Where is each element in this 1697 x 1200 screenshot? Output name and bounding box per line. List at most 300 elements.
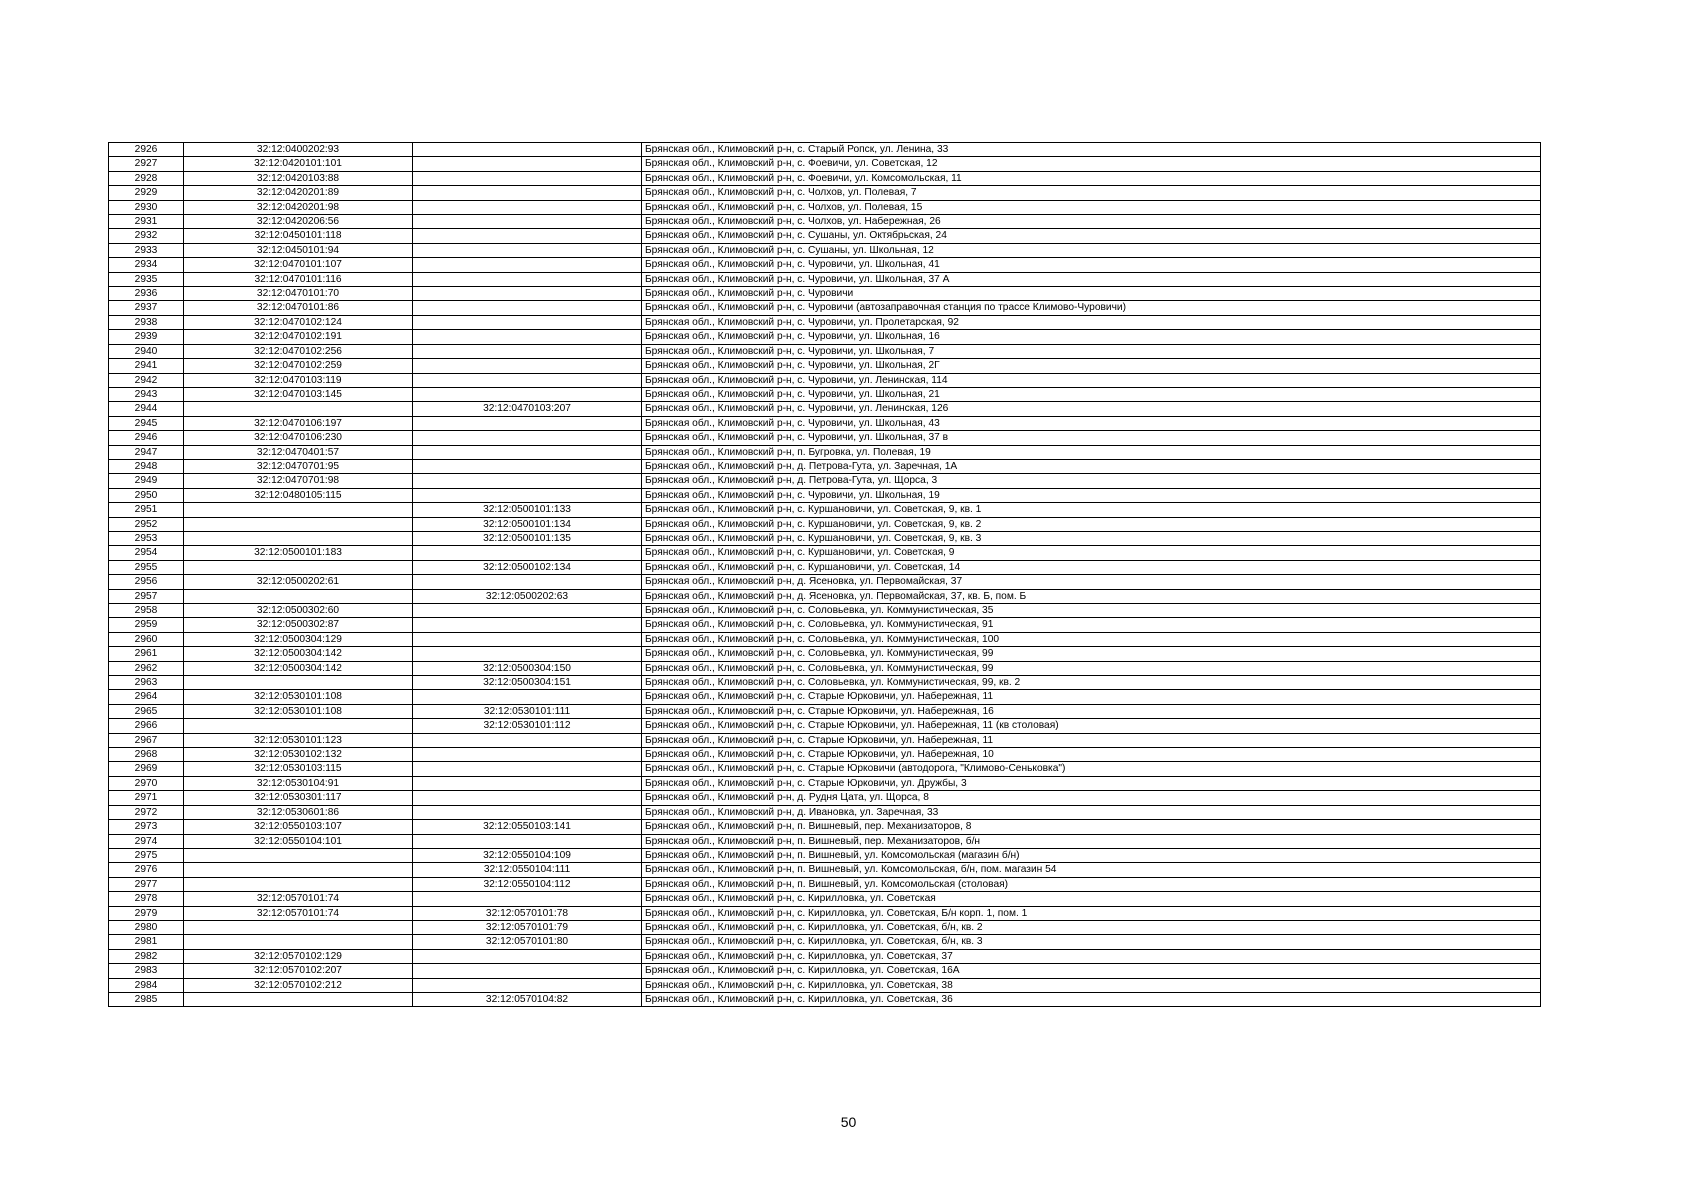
new-cadastral-number-cell	[413, 459, 642, 473]
cadastral-number-cell: 32:12:0470106:230	[184, 431, 413, 445]
new-cadastral-number-cell	[413, 776, 642, 790]
address-cell: Брянская обл., Климовский р-н, с. Чуровичи, ул. Школьная, 2Г	[642, 359, 1541, 373]
address-cell: Брянская обл., Климовский р-н, с. Старые Юрковичи, ул. Набережная, 16	[642, 704, 1541, 718]
address-cell: Брянская обл., Климовский р-н, с. Чуровичи, ул. Школьная, 21	[642, 387, 1541, 401]
cadastral-number-cell	[184, 848, 413, 862]
row-number-cell: 2948	[109, 459, 184, 473]
row-number-cell: 2967	[109, 733, 184, 747]
new-cadastral-number-cell	[413, 215, 642, 229]
address-cell: Брянская обл., Климовский р-н, с. Сушаны, ул. Октябрьская, 24	[642, 229, 1541, 243]
row-number-cell: 2932	[109, 229, 184, 243]
row-number-cell: 2978	[109, 892, 184, 906]
new-cadastral-number-cell	[413, 171, 642, 185]
address-cell: Брянская обл., Климовский р-н, п. Вишневый, ул. Комсомольская, б/н, пом. магазин 54	[642, 863, 1541, 877]
new-cadastral-number-cell	[413, 143, 642, 157]
cadastral-number-cell: 32:12:0470101:70	[184, 287, 413, 301]
row-number-cell: 2930	[109, 200, 184, 214]
table-row	[109, 791, 1541, 805]
new-cadastral-number-cell	[413, 359, 642, 373]
new-cadastral-number-cell: 32:12:0500202:63	[413, 589, 642, 603]
cadastral-number-cell: 32:12:0480105:115	[184, 488, 413, 502]
new-cadastral-number-cell	[413, 805, 642, 819]
table-row	[109, 992, 1541, 1006]
new-cadastral-number-cell: 32:12:0530101:112	[413, 719, 642, 733]
cadastral-number-cell: 32:12:0500302:87	[184, 618, 413, 632]
new-cadastral-number-cell	[413, 243, 642, 257]
cadastral-number-cell	[184, 992, 413, 1006]
row-number-cell: 2980	[109, 920, 184, 934]
table-row	[109, 344, 1541, 358]
cadastral-number-cell: 32:12:0530101:108	[184, 704, 413, 718]
row-number-cell: 2941	[109, 359, 184, 373]
row-number-cell: 2970	[109, 776, 184, 790]
cadastral-number-cell: 32:12:0530101:123	[184, 733, 413, 747]
new-cadastral-number-cell	[413, 200, 642, 214]
address-cell: Брянская обл., Климовский р-н, с. Фоевичи, ул. Комсомольская, 11	[642, 171, 1541, 185]
table-row	[109, 272, 1541, 286]
new-cadastral-number-cell	[413, 272, 642, 286]
table-row	[109, 546, 1541, 560]
row-number-cell: 2956	[109, 575, 184, 589]
cadastral-number-cell	[184, 935, 413, 949]
address-cell: Брянская обл., Климовский р-н, с. Старые Юрковичи, ул. Набережная, 11	[642, 690, 1541, 704]
new-cadastral-number-cell: 32:12:0500101:133	[413, 503, 642, 517]
row-number-cell: 2961	[109, 647, 184, 661]
table-row	[109, 604, 1541, 618]
cadastral-number-cell: 32:12:0500101:183	[184, 546, 413, 560]
table-row	[109, 575, 1541, 589]
property-table-body	[109, 143, 1541, 1007]
cadastral-number-cell: 32:12:0470102:191	[184, 330, 413, 344]
new-cadastral-number-cell: 32:12:0470103:207	[413, 402, 642, 416]
new-cadastral-number-cell	[413, 258, 642, 272]
address-cell: Брянская обл., Климовский р-н, п. Вишневый, ул. Комсомольская (столовая)	[642, 877, 1541, 891]
cadastral-number-cell	[184, 517, 413, 531]
address-cell: Брянская обл., Климовский р-н, с. Чуровичи, ул. Школьная, 41	[642, 258, 1541, 272]
new-cadastral-number-cell: 32:12:0570104:82	[413, 992, 642, 1006]
address-cell: Брянская обл., Климовский р-н, с. Чолхов, ул. Набережная, 26	[642, 215, 1541, 229]
address-cell: Брянская обл., Климовский р-н, с. Сушаны, ул. Школьная, 12	[642, 243, 1541, 257]
address-cell: Брянская обл., Климовский р-н, с. Чуровичи, ул. Ленинская, 126	[642, 402, 1541, 416]
table-row	[109, 589, 1541, 603]
row-number-cell: 2977	[109, 877, 184, 891]
row-number-cell: 2936	[109, 287, 184, 301]
cadastral-number-cell: 32:12:0420103:88	[184, 171, 413, 185]
new-cadastral-number-cell	[413, 546, 642, 560]
cadastral-number-cell: 32:12:0530103:115	[184, 762, 413, 776]
address-cell: Брянская обл., Климовский р-н, с. Старые Юрковичи, ул. Дружбы, 3	[642, 776, 1541, 790]
address-cell: Брянская обл., Климовский р-н, с. Чуровичи, ул. Школьная, 37 в	[642, 431, 1541, 445]
row-number-cell: 2944	[109, 402, 184, 416]
new-cadastral-number-cell	[413, 330, 642, 344]
row-number-cell: 2974	[109, 834, 184, 848]
row-number-cell: 2983	[109, 964, 184, 978]
row-number-cell: 2954	[109, 546, 184, 560]
cadastral-number-cell: 32:12:0470401:57	[184, 445, 413, 459]
new-cadastral-number-cell: 32:12:0500101:135	[413, 531, 642, 545]
row-number-cell: 2985	[109, 992, 184, 1006]
table-row	[109, 661, 1541, 675]
address-cell: Брянская обл., Климовский р-н, д. Рудня Цата, ул. Щорса, 8	[642, 791, 1541, 805]
table-row	[109, 402, 1541, 416]
table-row	[109, 704, 1541, 718]
row-number-cell: 2940	[109, 344, 184, 358]
row-number-cell: 2962	[109, 661, 184, 675]
new-cadastral-number-cell	[413, 978, 642, 992]
row-number-cell: 2953	[109, 531, 184, 545]
cadastral-number-cell	[184, 560, 413, 574]
row-number-cell: 2959	[109, 618, 184, 632]
address-cell: Брянская обл., Климовский р-н, д. Ясеновка, ул. Первомайская, 37	[642, 575, 1541, 589]
cadastral-number-cell: 32:12:0570101:74	[184, 906, 413, 920]
cadastral-number-cell: 32:12:0470102:124	[184, 315, 413, 329]
address-cell: Брянская обл., Климовский р-н, с. Чуровичи, ул. Школьная, 37 А	[642, 272, 1541, 286]
cadastral-number-cell: 32:12:0550104:101	[184, 834, 413, 848]
new-cadastral-number-cell	[413, 344, 642, 358]
cadastral-number-cell: 32:12:0500302:60	[184, 604, 413, 618]
cadastral-number-cell	[184, 503, 413, 517]
table-row	[109, 315, 1541, 329]
table-row	[109, 863, 1541, 877]
row-number-cell: 2939	[109, 330, 184, 344]
cadastral-number-cell	[184, 877, 413, 891]
table-row	[109, 474, 1541, 488]
address-cell: Брянская обл., Климовский р-н, с. Соловьевка, ул. Коммунистическая, 100	[642, 632, 1541, 646]
address-cell: Брянская обл., Климовский р-н, с. Кирилловка, ул. Советская	[642, 892, 1541, 906]
table-row	[109, 848, 1541, 862]
table-row	[109, 632, 1541, 646]
new-cadastral-number-cell: 32:12:0550104:111	[413, 863, 642, 877]
new-cadastral-number-cell	[413, 575, 642, 589]
new-cadastral-number-cell	[413, 834, 642, 848]
cadastral-number-cell: 32:12:0470103:119	[184, 373, 413, 387]
address-cell: Брянская обл., Климовский р-н, д. Ясеновка, ул. Первомайская, 37, кв. Б, пом. Б	[642, 589, 1541, 603]
cadastral-number-cell: 32:12:0530102:132	[184, 748, 413, 762]
table-row	[109, 949, 1541, 963]
new-cadastral-number-cell: 32:12:0550104:109	[413, 848, 642, 862]
table-row	[109, 935, 1541, 949]
cadastral-number-cell: 32:12:0400202:93	[184, 143, 413, 157]
row-number-cell: 2984	[109, 978, 184, 992]
cadastral-number-cell: 32:12:0470701:98	[184, 474, 413, 488]
row-number-cell: 2942	[109, 373, 184, 387]
new-cadastral-number-cell	[413, 949, 642, 963]
address-cell: Брянская обл., Климовский р-н, с. Соловьевка, ул. Коммунистическая, 35	[642, 604, 1541, 618]
new-cadastral-number-cell	[413, 373, 642, 387]
address-cell: Брянская обл., Климовский р-н, с. Кирилловка, ул. Советская, б/н, кв. 3	[642, 935, 1541, 949]
table-row	[109, 373, 1541, 387]
address-cell: Брянская обл., Климовский р-н, с. Чуровичи, ул. Школьная, 43	[642, 416, 1541, 430]
row-number-cell: 2981	[109, 935, 184, 949]
row-number-cell: 2975	[109, 848, 184, 862]
table-row	[109, 143, 1541, 157]
new-cadastral-number-cell	[413, 445, 642, 459]
row-number-cell: 2937	[109, 301, 184, 315]
cadastral-number-cell: 32:12:0570101:74	[184, 892, 413, 906]
table-row	[109, 445, 1541, 459]
new-cadastral-number-cell	[413, 431, 642, 445]
table-row	[109, 157, 1541, 171]
table-row	[109, 978, 1541, 992]
table-row	[109, 877, 1541, 891]
cadastral-number-cell: 32:12:0450101:118	[184, 229, 413, 243]
table-row	[109, 416, 1541, 430]
table-row	[109, 647, 1541, 661]
table-row	[109, 776, 1541, 790]
row-number-cell: 2946	[109, 431, 184, 445]
table-row	[109, 834, 1541, 848]
row-number-cell: 2931	[109, 215, 184, 229]
cadastral-number-cell	[184, 589, 413, 603]
cadastral-number-cell: 32:12:0500304:129	[184, 632, 413, 646]
row-number-cell: 2943	[109, 387, 184, 401]
address-cell: Брянская обл., Климовский р-н, с. Соловьевка, ул. Коммунистическая, 99	[642, 661, 1541, 675]
cadastral-number-cell: 32:12:0500304:142	[184, 647, 413, 661]
cadastral-number-cell: 32:12:0470106:197	[184, 416, 413, 430]
table-row	[109, 618, 1541, 632]
row-number-cell: 2976	[109, 863, 184, 877]
table-row	[109, 186, 1541, 200]
address-cell: Брянская обл., Климовский р-н, с. Старый Ропск, ул. Ленина, 33	[642, 143, 1541, 157]
table-row	[109, 431, 1541, 445]
address-cell: Брянская обл., Климовский р-н, с. Куршановичи, ул. Советская, 14	[642, 560, 1541, 574]
table-row	[109, 820, 1541, 834]
address-cell: Брянская обл., Климовский р-н, с. Куршановичи, ул. Советская, 9	[642, 546, 1541, 560]
new-cadastral-number-cell	[413, 287, 642, 301]
new-cadastral-number-cell	[413, 964, 642, 978]
table-row	[109, 287, 1541, 301]
address-cell: Брянская обл., Климовский р-н, с. Соловьевка, ул. Коммунистическая, 99	[642, 647, 1541, 661]
cadastral-number-cell: 32:12:0470102:256	[184, 344, 413, 358]
address-cell: Брянская обл., Климовский р-н, с. Чуровичи, ул. Школьная, 7	[642, 344, 1541, 358]
new-cadastral-number-cell	[413, 618, 642, 632]
row-number-cell: 2955	[109, 560, 184, 574]
new-cadastral-number-cell	[413, 690, 642, 704]
table-row	[109, 906, 1541, 920]
new-cadastral-number-cell	[413, 416, 642, 430]
address-cell: Брянская обл., Климовский р-н, д. Ивановка, ул. Заречная, 33	[642, 805, 1541, 819]
new-cadastral-number-cell	[413, 474, 642, 488]
table-row	[109, 748, 1541, 762]
cadastral-number-cell	[184, 676, 413, 690]
row-number-cell: 2958	[109, 604, 184, 618]
row-number-cell: 2945	[109, 416, 184, 430]
address-cell: Брянская обл., Климовский р-н, с. Чуровичи	[642, 287, 1541, 301]
new-cadastral-number-cell	[413, 892, 642, 906]
new-cadastral-number-cell	[413, 604, 642, 618]
new-cadastral-number-cell	[413, 647, 642, 661]
row-number-cell: 2952	[109, 517, 184, 531]
row-number-cell: 2934	[109, 258, 184, 272]
new-cadastral-number-cell	[413, 229, 642, 243]
table-row	[109, 560, 1541, 574]
address-cell: Брянская обл., Климовский р-н, с. Старые Юрковичи (автодорога, "Климово-Сеньковка")	[642, 762, 1541, 776]
new-cadastral-number-cell: 32:12:0500101:134	[413, 517, 642, 531]
table-row	[109, 459, 1541, 473]
new-cadastral-number-cell	[413, 748, 642, 762]
row-number-cell: 2965	[109, 704, 184, 718]
new-cadastral-number-cell	[413, 488, 642, 502]
cadastral-number-cell: 32:12:0470101:86	[184, 301, 413, 315]
cadastral-number-cell: 32:12:0530101:108	[184, 690, 413, 704]
cadastral-number-cell	[184, 531, 413, 545]
address-cell: Брянская обл., Климовский р-н, п. Вишневый, ул. Комсомольская (магазин б/н)	[642, 848, 1541, 862]
row-number-cell: 2963	[109, 676, 184, 690]
new-cadastral-number-cell: 32:12:0570101:80	[413, 935, 642, 949]
table-row	[109, 531, 1541, 545]
cadastral-number-cell	[184, 863, 413, 877]
address-cell: Брянская обл., Климовский р-н, с. Кирилловка, ул. Советская, 36	[642, 992, 1541, 1006]
cadastral-number-cell: 32:12:0420206:56	[184, 215, 413, 229]
row-number-cell: 2951	[109, 503, 184, 517]
cadastral-number-cell: 32:12:0530601:86	[184, 805, 413, 819]
row-number-cell: 2935	[109, 272, 184, 286]
row-number-cell: 2938	[109, 315, 184, 329]
page-number: 50	[840, 1114, 857, 1130]
row-number-cell: 2982	[109, 949, 184, 963]
cadastral-number-cell	[184, 920, 413, 934]
address-cell: Брянская обл., Климовский р-н, с. Куршановичи, ул. Советская, 9, кв. 2	[642, 517, 1541, 531]
new-cadastral-number-cell	[413, 762, 642, 776]
cadastral-number-cell: 32:12:0530104:91	[184, 776, 413, 790]
cadastral-number-cell: 32:12:0420101:101	[184, 157, 413, 171]
cadastral-number-cell: 32:12:0470701:95	[184, 459, 413, 473]
new-cadastral-number-cell	[413, 186, 642, 200]
new-cadastral-number-cell	[413, 315, 642, 329]
cadastral-number-cell: 32:12:0500202:61	[184, 575, 413, 589]
address-cell: Брянская обл., Климовский р-н, с. Чолхов, ул. Полевая, 7	[642, 186, 1541, 200]
row-number-cell: 2964	[109, 690, 184, 704]
new-cadastral-number-cell: 32:12:0570101:79	[413, 920, 642, 934]
table-row	[109, 892, 1541, 906]
table-row	[109, 215, 1541, 229]
row-number-cell: 2971	[109, 791, 184, 805]
cadastral-number-cell: 32:12:0420201:98	[184, 200, 413, 214]
address-cell: Брянская обл., Климовский р-н, с. Чуровичи, ул. Школьная, 19	[642, 488, 1541, 502]
new-cadastral-number-cell	[413, 301, 642, 315]
new-cadastral-number-cell	[413, 632, 642, 646]
cadastral-number-cell: 32:12:0470101:116	[184, 272, 413, 286]
cadastral-number-cell: 32:12:0570102:207	[184, 964, 413, 978]
table-row	[109, 301, 1541, 315]
new-cadastral-number-cell	[413, 733, 642, 747]
address-cell: Брянская обл., Климовский р-н, с. Старые Юрковичи, ул. Набережная, 11 (кв столовая)	[642, 719, 1541, 733]
row-number-cell: 2928	[109, 171, 184, 185]
address-cell: Брянская обл., Климовский р-н, с. Соловьевка, ул. Коммунистическая, 99, кв. 2	[642, 676, 1541, 690]
table-row	[109, 920, 1541, 934]
address-cell: Брянская обл., Климовский р-н, с. Кирилловка, ул. Советская, 38	[642, 978, 1541, 992]
new-cadastral-number-cell: 32:12:0570101:78	[413, 906, 642, 920]
row-number-cell: 2968	[109, 748, 184, 762]
address-cell: Брянская обл., Климовский р-н, с. Чуровичи, ул. Ленинская, 114	[642, 373, 1541, 387]
table-row	[109, 762, 1541, 776]
table-row	[109, 719, 1541, 733]
address-cell: Брянская обл., Климовский р-н, с. Кирилловка, ул. Советская, 16А	[642, 964, 1541, 978]
address-cell: Брянская обл., Климовский р-н, с. Чолхов, ул. Полевая, 15	[642, 200, 1541, 214]
cadastral-number-cell: 32:12:0570102:129	[184, 949, 413, 963]
new-cadastral-number-cell: 32:12:0500102:134	[413, 560, 642, 574]
table-row	[109, 330, 1541, 344]
cadastral-number-cell: 32:12:0500304:142	[184, 661, 413, 675]
new-cadastral-number-cell: 32:12:0550103:141	[413, 820, 642, 834]
table-row	[109, 964, 1541, 978]
table-row	[109, 229, 1541, 243]
cadastral-number-cell: 32:12:0420201:89	[184, 186, 413, 200]
cadastral-number-cell: 32:12:0570102:212	[184, 978, 413, 992]
new-cadastral-number-cell	[413, 791, 642, 805]
table-row	[109, 387, 1541, 401]
table-row	[109, 503, 1541, 517]
address-cell: Брянская обл., Климовский р-н, с. Старые Юрковичи, ул. Набережная, 10	[642, 748, 1541, 762]
row-number-cell: 2927	[109, 157, 184, 171]
address-cell: Брянская обл., Климовский р-н, с. Куршановичи, ул. Советская, 9, кв. 3	[642, 531, 1541, 545]
cadastral-number-cell: 32:12:0470101:107	[184, 258, 413, 272]
table-row	[109, 200, 1541, 214]
cadastral-number-cell: 32:12:0550103:107	[184, 820, 413, 834]
address-cell: Брянская обл., Климовский р-н, с. Чуровичи, ул. Школьная, 16	[642, 330, 1541, 344]
cadastral-number-cell: 32:12:0470102:259	[184, 359, 413, 373]
table-row	[109, 171, 1541, 185]
row-number-cell: 2957	[109, 589, 184, 603]
row-number-cell: 2979	[109, 906, 184, 920]
table-row	[109, 690, 1541, 704]
address-cell: Брянская обл., Климовский р-н, п. Вишневый, пер. Механизаторов, 8	[642, 820, 1541, 834]
address-cell: Брянская обл., Климовский р-н, с. Кирилловка, ул. Советская, 37	[642, 949, 1541, 963]
cadastral-number-cell: 32:12:0470103:145	[184, 387, 413, 401]
row-number-cell: 2933	[109, 243, 184, 257]
table-row	[109, 676, 1541, 690]
row-number-cell: 2972	[109, 805, 184, 819]
row-number-cell: 2926	[109, 143, 184, 157]
table-row	[109, 517, 1541, 531]
property-table	[108, 142, 1541, 1007]
address-cell: Брянская обл., Климовский р-н, п. Вишневый, пер. Механизаторов, б/н	[642, 834, 1541, 848]
row-number-cell: 2973	[109, 820, 184, 834]
row-number-cell: 2949	[109, 474, 184, 488]
new-cadastral-number-cell: 32:12:0550104:112	[413, 877, 642, 891]
cadastral-number-cell: 32:12:0450101:94	[184, 243, 413, 257]
cadastral-number-cell	[184, 402, 413, 416]
address-cell: Брянская обл., Климовский р-н, с. Кирилловка, ул. Советская, б/н, кв. 2	[642, 920, 1541, 934]
address-cell: Брянская обл., Климовский р-н, с. Чуровичи (автозаправочная станция по трассе Климово-Чуровичи)	[642, 301, 1541, 315]
new-cadastral-number-cell	[413, 387, 642, 401]
address-cell: Брянская обл., Климовский р-н, с. Соловьевка, ул. Коммунистическая, 91	[642, 618, 1541, 632]
cadastral-number-cell	[184, 719, 413, 733]
new-cadastral-number-cell	[413, 157, 642, 171]
table-row	[109, 733, 1541, 747]
new-cadastral-number-cell: 32:12:0500304:150	[413, 661, 642, 675]
address-cell: Брянская обл., Климовский р-н, с. Кирилловка, ул. Советская, Б/н корп. 1, пом. 1	[642, 906, 1541, 920]
address-cell: Брянская обл., Климовский р-н, п. Бугровка, ул. Полевая, 19	[642, 445, 1541, 459]
row-number-cell: 2966	[109, 719, 184, 733]
address-cell: Брянская обл., Климовский р-н, д. Петрова-Гута, ул. Щорса, 3	[642, 474, 1541, 488]
address-cell: Брянская обл., Климовский р-н, с. Куршановичи, ул. Советская, 9, кв. 1	[642, 503, 1541, 517]
table-row	[109, 488, 1541, 502]
row-number-cell: 2929	[109, 186, 184, 200]
row-number-cell: 2969	[109, 762, 184, 776]
new-cadastral-number-cell: 32:12:0530101:111	[413, 704, 642, 718]
table-row	[109, 258, 1541, 272]
address-cell: Брянская обл., Климовский р-н, д. Петрова-Гута, ул. Заречная, 1А	[642, 459, 1541, 473]
address-cell: Брянская обл., Климовский р-н, с. Чуровичи, ул. Пролетарская, 92	[642, 315, 1541, 329]
table-row	[109, 359, 1541, 373]
new-cadastral-number-cell: 32:12:0500304:151	[413, 676, 642, 690]
row-number-cell: 2960	[109, 632, 184, 646]
table-row	[109, 805, 1541, 819]
address-cell: Брянская обл., Климовский р-н, с. Фоевичи, ул. Советская, 12	[642, 157, 1541, 171]
table-row	[109, 243, 1541, 257]
address-cell: Брянская обл., Климовский р-н, с. Старые Юрковичи, ул. Набережная, 11	[642, 733, 1541, 747]
